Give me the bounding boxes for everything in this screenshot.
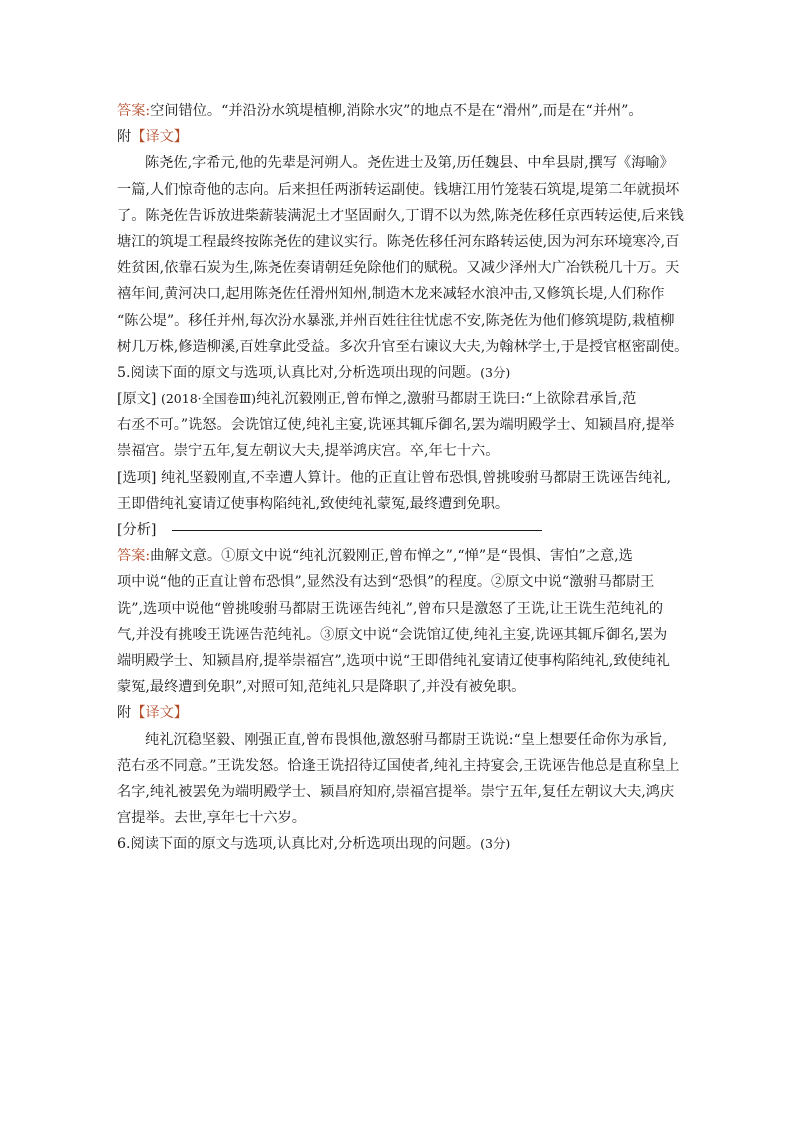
original-line: 右丞不可。”诜怒。会诜馆辽使,纯礼主宴,诜诬其辄斥御名,罢为端明殿学士、知颍昌府,提举 [117,417,675,434]
answer-text: 空间错位。“并沿汾水筑堤植柳,消除水灾”的地点不是在“滑州”,而是在“并州”。 [150,103,643,119]
original-first-line [117,386,683,412]
analysis-blank[interactable] [172,529,542,531]
question-5-title [117,360,683,386]
translation-prefix: 附 [117,129,132,146]
translation-line: 树几万株,修造柳溪,百姓拿此受益。多次升官至右谏议大夫,为翰林学士,于是授官枢密副使。 [117,338,689,355]
original-text: 纯礼沉毅刚正,曾布惮之,激驸马都尉王诜曰:“上欲除君承旨,范 [256,391,637,408]
translation-line: 名字,纯礼被罢免为端明殿学士、颍昌府知府,崇福宫提举。崇宁五年,复任左朝议大夫,鸿庆 [117,783,675,800]
original-source: (2018·全国卷Ⅲ) [160,391,257,407]
translation-line: 陈尧佐,字希元,他的先辈是河朔人。尧佐进士及第,历任魏县、中牟县尉,撰写《海喻》 [145,155,674,172]
translation-heading [117,700,683,726]
answer-5-first-line [117,543,683,569]
option-label: [选项] [117,469,157,486]
question-6-text: 6.阅读下面的原文与选项,认真比对,分析选项出现的问题。 [117,836,481,853]
translation-prefix: 附 [117,705,132,722]
analysis-line [117,517,683,543]
option-line: 王即借纯礼宴请辽使事构陷纯礼,致使纯礼蒙冤,最终遭到免职。 [117,495,510,512]
option-text: 纯礼坚毅刚直,不幸遭人算计。他的正直让曾布恐惧,曾挑唆驸马都尉王诜诬告纯礼, [160,469,672,486]
answer-label: 答案: [117,103,151,119]
option-first-line [117,465,683,491]
translation-title: 【译文】 [131,705,188,722]
question-6-title [117,831,683,857]
question-5-score: (3分) [480,364,511,380]
translation-title: 【译文】 [131,129,188,146]
translation-line: 姓贫困,依靠石炭为生,陈尧佐奏请朝廷免除他们的赋税。又减少泽州大广冶铁税几十万。天 [117,260,680,277]
answer-label: 答案: [117,548,151,565]
original-label: [原文] [117,391,157,408]
original-line: 崇福宫。崇宁五年,复左朝议大夫,提举鸿庆宫。卒,年七十六。 [117,443,500,460]
translation-line: “陈公堤”。移任并州,每次汾水暴涨,并州百姓往往忧虑不安,陈尧佐为他们修筑堤防,栽植柳 [117,312,675,329]
answer-line: 蒙冤,最终遭到免职”,对照可知,范纯礼只是降职了,并没有被免职。 [117,679,526,696]
document-content [117,98,689,857]
translation-line: 一篇,人们惊奇他的志向。后来担任两浙转运副使。钱塘江用竹笼装石筑堤,堤第二年就损坏 [117,181,680,198]
translation-heading [117,124,683,150]
question-6-score: (3分) [480,836,511,852]
answer-line: 气,并没有挑唆王诜诬告范纯礼。③原文中说“会诜馆辽使,纯礼主宴,诜诬其辄斥御名,罢为 [117,626,668,643]
question-5-text: 5.阅读下面的原文与选项,认真比对,分析选项出现的问题。 [117,364,481,381]
answer-line: 项中说“他的正直让曾布恐惧”,显然没有达到“恐惧”的程度。②原文中说“激驸马都尉王 [117,574,655,591]
answer-line: 端明殿学士、知颍昌府,提举崇福宫”,选项中说“王即借纯礼宴请辽使事构陷纯礼,致使纯礼 [117,652,670,669]
answer-text: 曲解文意。①原文中说“纯礼沉毅刚正,曾布惮之”,“惮”是“畏惧、害怕”之意,选 [150,548,633,565]
translation-line: 了。陈尧佐告诉放进柴薪装满泥土才坚固耐久,丁谓不以为然,陈尧佐移任京西转运使,后来钱 [117,207,684,224]
translation-line: 范右丞不同意。”王诜发怒。恰逢王诜招待辽国使者,纯礼主持宴会,王诜诬告他总是直称皇上 [117,757,680,774]
analysis-label: [分析] [117,522,157,538]
answer-line: 诜”,选项中说他“曾挑唆驸马都尉王诜诬告纯礼”,曾布只是激怒了王诜,让王诜生范纯礼的 [117,600,664,617]
translation-line: 禧年间,黄河决口,起用陈尧佐任滑州知州,制造木龙来减轻水浪冲击,又修筑长堤,人们称作 [117,286,665,303]
translation-line: 纯礼沉稳坚毅、刚强正直,曾布畏惧他,激怒驸马都尉王诜说:“皇上想要任命你为承旨, [145,731,668,748]
answer-4-line [117,98,683,124]
translation-line: 塘江的筑堤工程最终按陈尧佐的建议实行。陈尧佐移任河东路转运使,因为河东环境寒冷,百 [117,233,680,250]
translation-line: 宫提举。去世,享年七十六岁。 [117,810,306,827]
